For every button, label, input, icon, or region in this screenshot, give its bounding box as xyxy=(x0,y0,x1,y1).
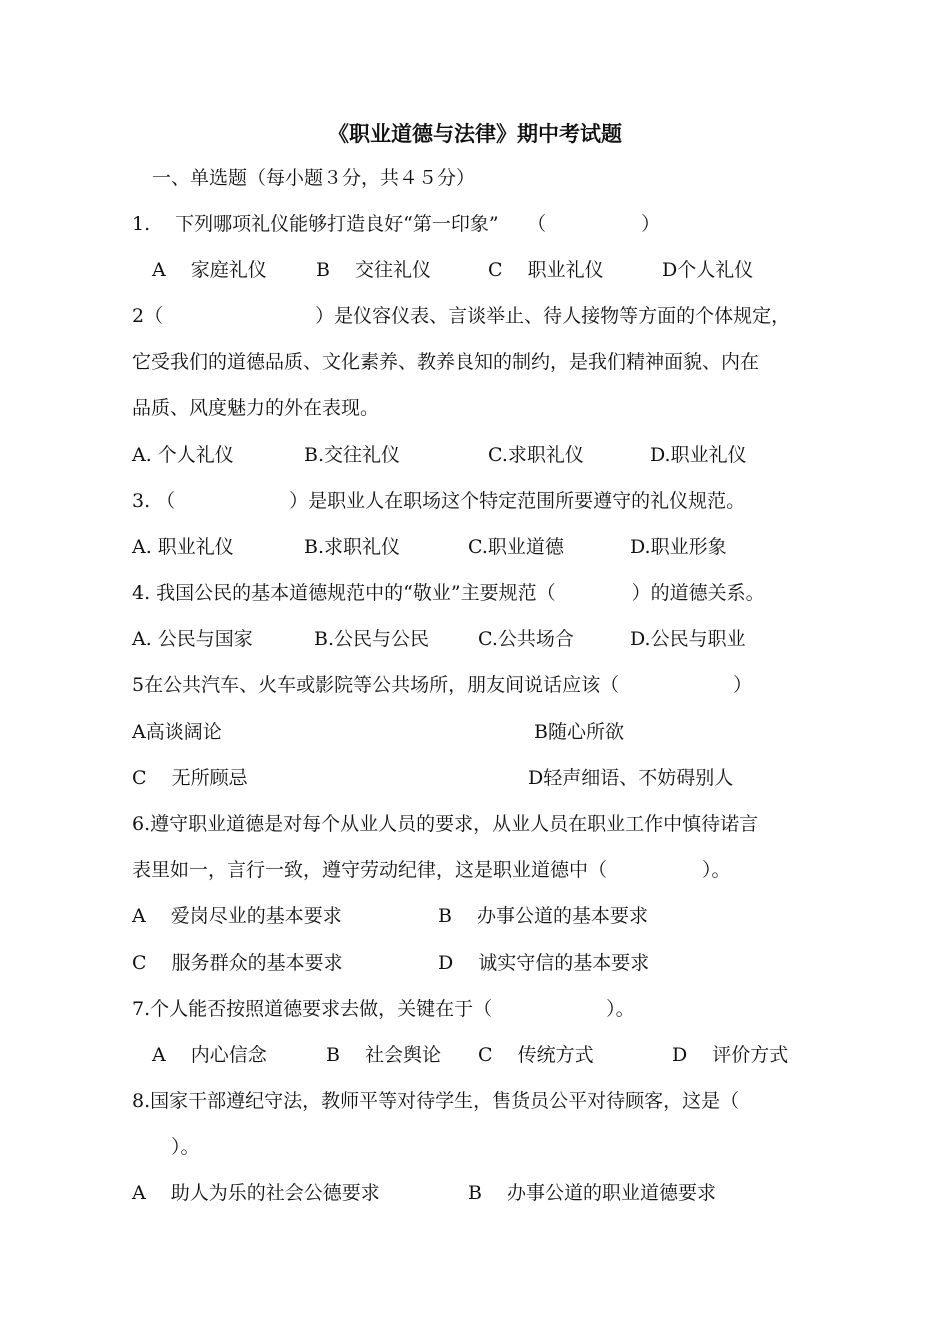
question-6-option-d: D 诚实守信的基本要求 xyxy=(438,952,650,974)
question-5-option-b: B随心所欲 xyxy=(534,721,624,743)
question-2-option-b: B.交往礼仪 xyxy=(304,444,401,466)
question-2-option-d: D.职业礼仪 xyxy=(650,444,747,466)
question-4-stem: 4. 我国公民的基本道德规范中的“敬业”主要规范（ ）的道德关系。 xyxy=(132,582,765,604)
question-8-line-1: 8.国家干部遵纪守法，教师平等对待学生，售货员公平对待顾客，这是（ xyxy=(132,1090,740,1112)
question-5-option-a: A高谈阔论 xyxy=(132,721,222,743)
question-1-option-d: D个人礼仪 xyxy=(662,259,754,281)
question-3-option-d: D.职业形象 xyxy=(630,536,727,558)
question-7-option-b: B 社会舆论 xyxy=(326,1044,442,1066)
question-6-line-1: 6.遵守职业道德是对每个从业人员的要求，从业人员在职业工作中慎待诺言 xyxy=(132,813,759,835)
question-2-line-3: 品质、风度魅力的外在表现。 xyxy=(132,397,380,419)
question-5-option-c: C 无所顾忌 xyxy=(132,767,248,789)
question-1-option-c: C 职业礼仪 xyxy=(488,259,604,281)
question-6-line-2: 表里如一，言行一致，遵守劳动纪律，这是职业道德中（ ）。 xyxy=(132,859,731,881)
question-3-option-c: C.职业道德 xyxy=(468,536,564,558)
question-3-option-b: B.求职礼仪 xyxy=(304,536,401,558)
question-2-line-1: 2（ ）是仪容仪表、言谈举止、待人接物等方面的个体规定， xyxy=(132,305,791,327)
question-1-option-b: B 交往礼仪 xyxy=(316,259,432,281)
question-4-option-a: A. 公民与国家 xyxy=(132,628,253,650)
question-3-stem: 3. （ ）是职业人在职场这个特定范围所要遵守的礼仪规范。 xyxy=(132,490,746,512)
section-heading: 一、单选题（每小题３分，共４５分） xyxy=(152,167,476,189)
question-7-option-a: A 内心信念 xyxy=(152,1044,267,1066)
question-4-option-b: B.公民与公民 xyxy=(314,628,430,650)
question-5-option-d: D轻声细语、不妨碍别人 xyxy=(528,767,734,789)
question-7-option-d: D 评价方式 xyxy=(672,1044,789,1066)
question-8-option-b: B 办事公道的职业道德要求 xyxy=(468,1182,717,1204)
page-title: 《职业道德与法律》期中考试题 xyxy=(328,122,622,146)
question-3-option-a: A. 职业礼仪 xyxy=(132,536,234,558)
question-1-option-a: A 家庭礼仪 xyxy=(152,259,267,281)
question-5-stem: 5在公共汽车、火车或影院等公共场所，朋友间说话应该（ ） xyxy=(132,674,753,696)
question-1-stem: 1. 下列哪项礼仪能够打造良好“第一印象” （ ） xyxy=(132,213,661,235)
question-2-option-c: C.求职礼仪 xyxy=(488,444,584,466)
question-6-option-b: B 办事公道的基本要求 xyxy=(438,905,649,927)
question-8-line-2: ）。 xyxy=(152,1136,200,1158)
question-6-option-c: C 服务群众的基本要求 xyxy=(132,952,343,974)
question-8-option-a: A 助人为乐的社会公德要求 xyxy=(132,1182,380,1204)
question-7-stem: 7.个人能否按照道德要求去做，关键在于（ ）。 xyxy=(132,998,635,1020)
question-4-option-c: C.公共场合 xyxy=(478,628,574,650)
question-4-option-d: D.公民与职业 xyxy=(630,628,746,650)
question-7-option-c: C 传统方式 xyxy=(478,1044,594,1066)
question-6-option-a: A 爱岗尽业的基本要求 xyxy=(132,905,342,927)
question-2-line-2: 它受我们的道德品质、文化素养、教养良知的制约，是我们精神面貌、内在 xyxy=(132,351,760,373)
question-2-option-a: A. 个人礼仪 xyxy=(132,444,234,466)
